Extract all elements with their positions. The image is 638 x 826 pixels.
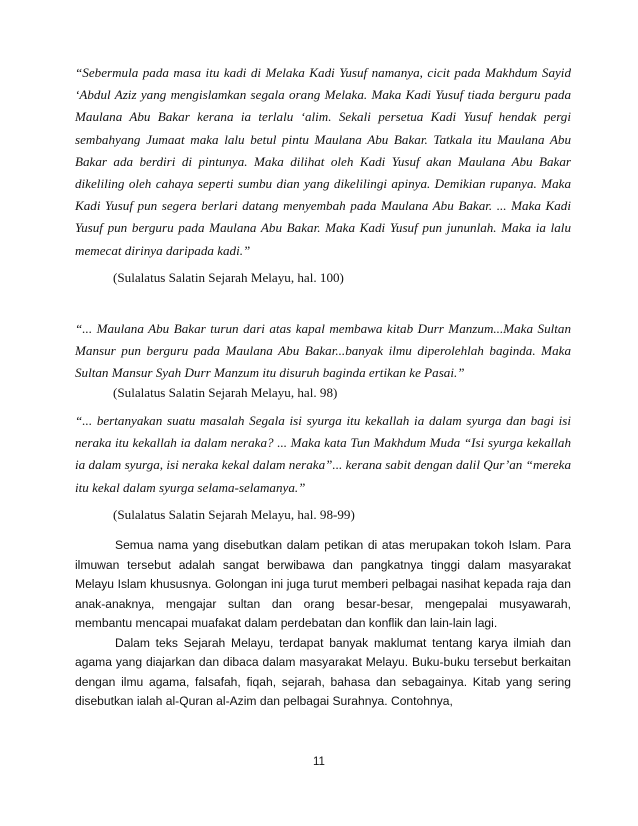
quote-block-3 [75, 410, 571, 499]
page-number: 11 [313, 756, 325, 768]
quote-text: “Sebermula pada masa itu kadi di Melaka Kadi Yusuf namanya, cicit pada Makhdum Sayid ‘Abdul Aziz yang mengislamkan segala orang Melaka. Maka Kadi Yusuf tiada berguru pada Maulana Abu Bakar kerana ia terlalu ‘alim. Sekali persetua Kadi Yusuf hendak pergi sembahyang Jumaat maka lalu betul pintu Maulana Abu Bakar. Tatkala itu Maulana Abu Bakar ada berdiri di pintunya. Maka dilihat oleh Kadi Yusuf akan Maulana Abu Bakar dikeliling oleh cahaya seperti sumbu dian yang dikelilingi apinya. Demikian rupanya. Maka Kadi Yusuf pun segera berlari datang menyembah pada Maulana Abu Bakar. ... Maka Kadi Yusuf pun berguru pada Maulana Abu Bakar. Maka Kadi Yusuf pun jununlah. Maka ia lalu memecat dirinya daripada kadi.” [75, 65, 571, 258]
quote-text: “... bertanyakan suatu masalah Segala isi syurga itu kekallah ia dalam syurga dan bagi isi neraka itu kekallah ia dalam neraka? ... Maka kata Tun Makhdum Muda “Isi syurga kekallah ia dalam syurga, isi neraka kekal dalam neraka”... kerana sabit dengan dalil Qur’an “mereka itu kekal dalam syurga selama-selamanya.” [75, 413, 571, 495]
quote-citation-3: (Sulalatus Salatin Sejarah Melayu, hal. 98-99) [113, 507, 355, 522]
body-paragraph-1: Semua nama yang disebutkan dalam petikan di atas merupakan tokoh Islam. Para ilmuwan tersebut adalah sangat berwibawa dan pangkatnya tinggi dalam masyarakat Melayu Islam khususnya. Golongan ini juga turut memberi pelbagai nasihat kepada raja dan anak-anaknya, mengajar sultan dan orang besar-besar, mengepalai musyawarah, membantu mencapai muafakat dalam perdebatan dan konflik dan lain-lain lagi. [75, 538, 571, 630]
quote-block-1 [75, 62, 571, 262]
quote-citation-2: (Sulalatus Salatin Sejarah Melayu, hal. 98) [113, 385, 338, 400]
body-paragraph-2: Dalam teks Sejarah Melayu, terdapat banyak maklumat tentang karya ilmiah dan agama yang diajarkan dan dibaca dalam masyarakat Melayu. Buku-buku tersebut berkaitan dengan ilmu agama, falsafah, fiqah, sejarah, bahasa dan sebagainya. Kitab yang sering disebutkan ialah al-Quran al-Azim dan pelbagai Surahnya. Contohnya, [75, 635, 571, 708]
quote-citation-1: (Sulalatus Salatin Sejarah Melayu, hal. 100) [113, 270, 344, 285]
body-text [75, 536, 571, 712]
quote-block-2 [75, 318, 571, 385]
quote-text: “... Maulana Abu Bakar turun dari atas kapal membawa kitab Durr Manzum...Maka Sultan Mansur pun berguru pada Maulana Abu Bakar...banyak ilmu diperolehlah baginda. Maka Sultan Mansur Syah Durr Manzum itu disuruh baginda ertikan ke Pasai.” [75, 321, 571, 381]
